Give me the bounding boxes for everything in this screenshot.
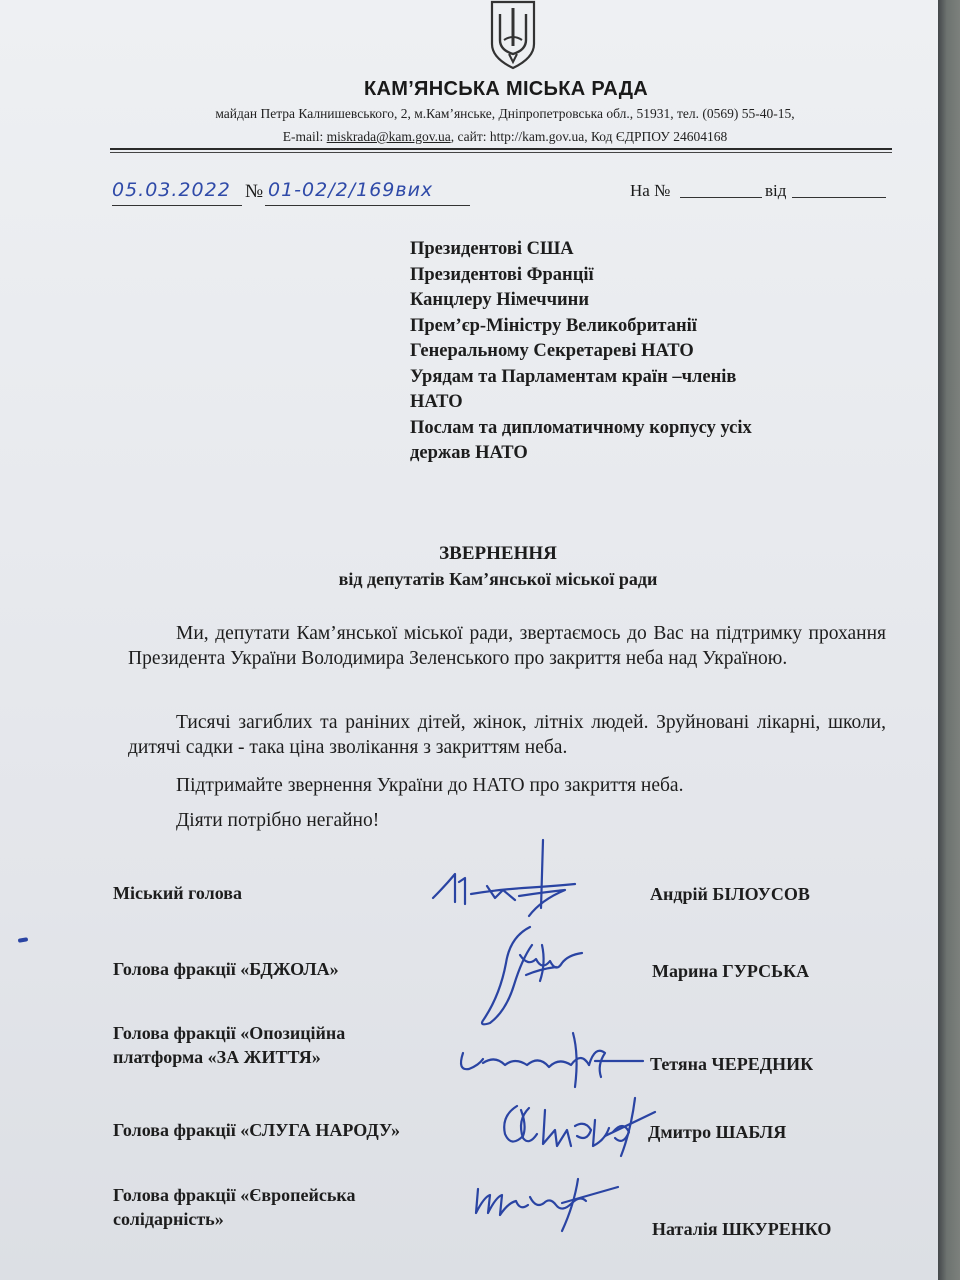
registration-number-sign: № xyxy=(245,181,264,202)
registration-date: 05.03.2022 xyxy=(112,179,231,201)
signature-cherednyk xyxy=(455,1025,645,1100)
signatory-role xyxy=(113,1021,345,1069)
addressee-line: Прем’єр-Міністру Великобританії xyxy=(410,315,697,336)
signatory-name: Наталія ШКУРЕНКО xyxy=(652,1219,832,1239)
signatory-role-line: солідарність» xyxy=(113,1209,224,1229)
addressee-line: Президентові Франції xyxy=(410,264,594,285)
signatory-name: Тетяна ЧЕРЕДНИК xyxy=(650,1054,814,1074)
appeal-subtitle: від депутатів Кам’янської міської ради xyxy=(338,569,658,589)
signatory-name: Марина ГУРСЬКА xyxy=(652,961,810,981)
signature-gurska xyxy=(470,915,590,1030)
appeal-paragraph: Ми, депутати Кам’янської міської ради, звертаємось до Вас на підтримку прохання Президента України Володимира Зеленського про закриття неба над Україною. xyxy=(128,623,886,669)
signatory-name: Дмитро ШАБЛЯ xyxy=(648,1122,787,1142)
addressee-line: держав НАТО xyxy=(410,443,528,463)
letterhead-rule-thin xyxy=(110,152,892,153)
appeal-paragraph: Тисячі загиблих та раніних дітей, жінок, літніх людей. Зруйновані лікарні, школи, дитячі садки - така ціна зволікання з закриттям неба. xyxy=(128,712,886,758)
incoming-number-label: На № xyxy=(630,181,671,200)
email-text: miskrada@kam.gov.ua xyxy=(326,129,451,144)
signatory-role-line: Голова фракції «Європейська xyxy=(113,1185,356,1205)
signature-mayor xyxy=(425,838,625,923)
appeal-title: ЗВЕРНЕННЯ xyxy=(439,543,557,564)
signatory-role: Голова фракції «СЛУГА НАРОДУ» xyxy=(113,1120,401,1140)
addressee-line: Послам та дипломатичному корпусу усіх xyxy=(410,417,752,438)
signature-shablia xyxy=(495,1090,660,1170)
contact-suffix: , сайт: http://kam.gov.ua, Код ЄДРПОУ 24604168 xyxy=(450,129,728,144)
incoming-date-label: від xyxy=(765,181,787,200)
incoming-number-blank xyxy=(680,197,762,198)
appeal-paragraph: Діяти потрібно негайно! xyxy=(176,810,380,831)
signatory-role xyxy=(113,1183,356,1231)
signatory-role: Голова фракції «БДЖОЛА» xyxy=(113,959,339,979)
signatory-role-line: платформа «ЗА ЖИТТЯ» xyxy=(113,1047,321,1067)
addressee-line: Генеральному Секретареві НАТО xyxy=(410,341,694,361)
date-underline xyxy=(112,205,242,206)
signatory-role-line: Голова фракції «Опозиційна xyxy=(113,1023,346,1043)
appeal-paragraph: Підтримайте звернення України до НАТО про закриття неба. xyxy=(176,775,684,796)
trident-emblem-icon xyxy=(478,0,548,70)
ink-mark xyxy=(18,937,29,943)
letterhead-contacts xyxy=(170,129,840,145)
addressee-line: НАТО xyxy=(410,392,463,412)
registration-number: 01-02/2/169вих xyxy=(268,179,434,201)
addressee-line: Урядам та Парламентам країн –членів xyxy=(410,366,737,387)
background-surface xyxy=(938,0,960,1280)
contact-prefix: E-mail: xyxy=(282,129,327,144)
addressee-block xyxy=(410,237,850,467)
signatory-name: Андрій БІЛОУСОВ xyxy=(650,884,810,904)
addressee-line: Президентові США xyxy=(410,239,574,259)
signature-shkurenko xyxy=(462,1175,622,1235)
addressee-line: Канцлеру Німеччини xyxy=(410,290,589,310)
letterhead-address: майдан Петра Калнишевського, 2, м.Кам’янське, Дніпропетровська обл., 51931, тел. (0569) 55-40-15, xyxy=(215,106,795,121)
signatory-role: Міський голова xyxy=(113,883,242,903)
number-underline xyxy=(265,205,470,206)
organization-name: КАМ’ЯНСЬКА МІСЬКА РАДА xyxy=(363,78,648,100)
incoming-date-blank xyxy=(792,197,886,198)
letterhead-rule xyxy=(110,148,892,150)
